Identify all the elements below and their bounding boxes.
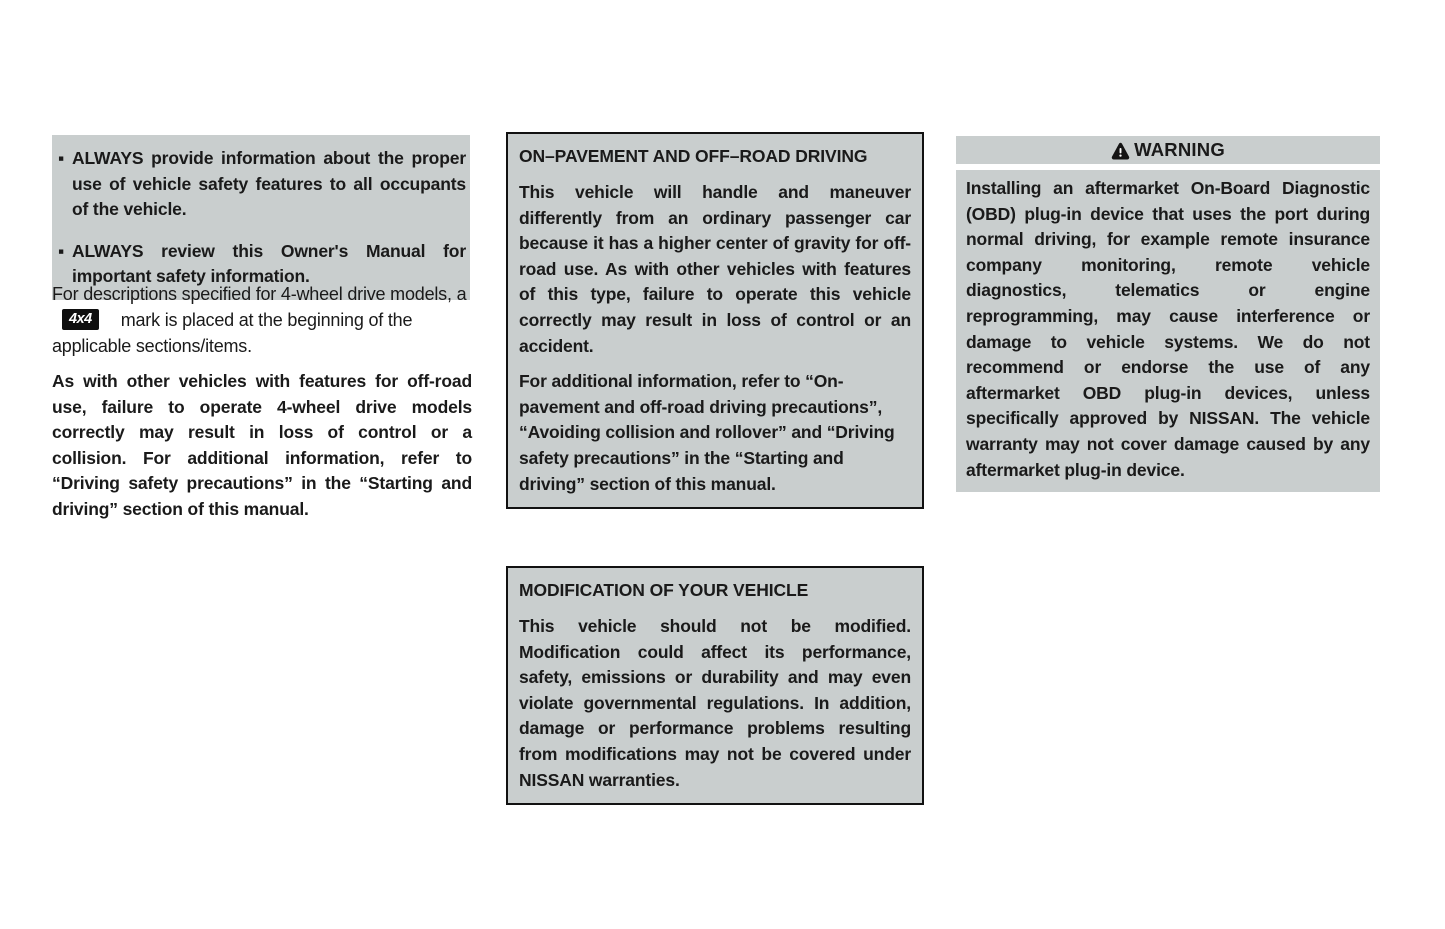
on-pavement-paragraph-1: This vehicle will handle and maneuver differently from an ordinary passenger car because it has a higher center of gravity for off-road use. As with other vehicles with features of this type, failure to operate this vehicle correctly may result in loss of control or an accident. bbox=[519, 182, 911, 356]
left-column bbox=[52, 0, 470, 929]
on-pavement-paragraph-2: For additional information, refer to “On-pavement and off-road driving precautions”, “Avoiding collision and rollover” and “Driving safety precautions” in the “Starting and driving” section of this manual. bbox=[519, 371, 895, 494]
four-wheel-drive-note bbox=[52, 281, 472, 359]
right-column bbox=[956, 0, 1380, 929]
safety-notice-item-1: ALWAYS provide information about the proper use of vehicle safety features to all occupants of the vehicle. bbox=[72, 148, 466, 220]
warning-title: WARNING bbox=[1134, 139, 1225, 160]
safety-notice-item-2: ALWAYS review this Owner's Manual for important safety information. bbox=[72, 240, 466, 287]
offroad-precaution-paragraph: As with other vehicles with features for off-road use, failure to operate 4-wheel drive models correctly may result in loss of control or a collision. For additional information, refer to “Driving safety precautions” in the “Starting and driving” section of this manual. bbox=[52, 371, 472, 519]
four-wheel-drive-note-before: For descriptions specified for 4-wheel drive models, a bbox=[52, 284, 467, 304]
safety-notice-panel bbox=[52, 135, 470, 300]
four-by-four-badge-icon: 4x4 bbox=[62, 309, 99, 330]
warning-header bbox=[956, 136, 1380, 164]
middle-column bbox=[506, 0, 924, 929]
list-item bbox=[52, 146, 470, 223]
bullet-icon: ▪ bbox=[58, 148, 65, 168]
modification-paragraph-1: This vehicle should not be modified. Modification could affect its performance, safety, emissions or durability and may even violate governmental regulations. In addition, damage or performance problems resulting from modifications may not be covered under NISSAN warranties. bbox=[519, 616, 911, 790]
four-wheel-drive-note-after: mark is placed at the beginning of the applicable sections/items. bbox=[52, 310, 413, 356]
bullet-icon: ▪ bbox=[58, 240, 65, 261]
warning-body-panel bbox=[956, 170, 1380, 492]
warning-body-text: Installing an aftermarket On-Board Diagnostic (OBD) plug-in device that uses the port during normal driving, for example remote insurance company monitoring, remote vehicle diagnostics, telematics or engine reprogramming, may cause interference or damage to vehicle systems. We do not recommend or endorse the use of any aftermarket OBD plug-in devices, unless specifically approved by NISSAN. The vehicle warranty may not cover damage caused by any aftermarket plug-in device. bbox=[966, 178, 1370, 480]
on-pavement-offroad-driving-box bbox=[506, 132, 924, 509]
modification-of-vehicle-box bbox=[506, 566, 924, 805]
on-pavement-heading: ON–PAVEMENT AND OFF–ROAD DRIVING bbox=[519, 146, 868, 166]
modification-heading: MODIFICATION OF YOUR VEHICLE bbox=[519, 580, 809, 600]
warning-triangle-icon bbox=[1111, 142, 1130, 160]
